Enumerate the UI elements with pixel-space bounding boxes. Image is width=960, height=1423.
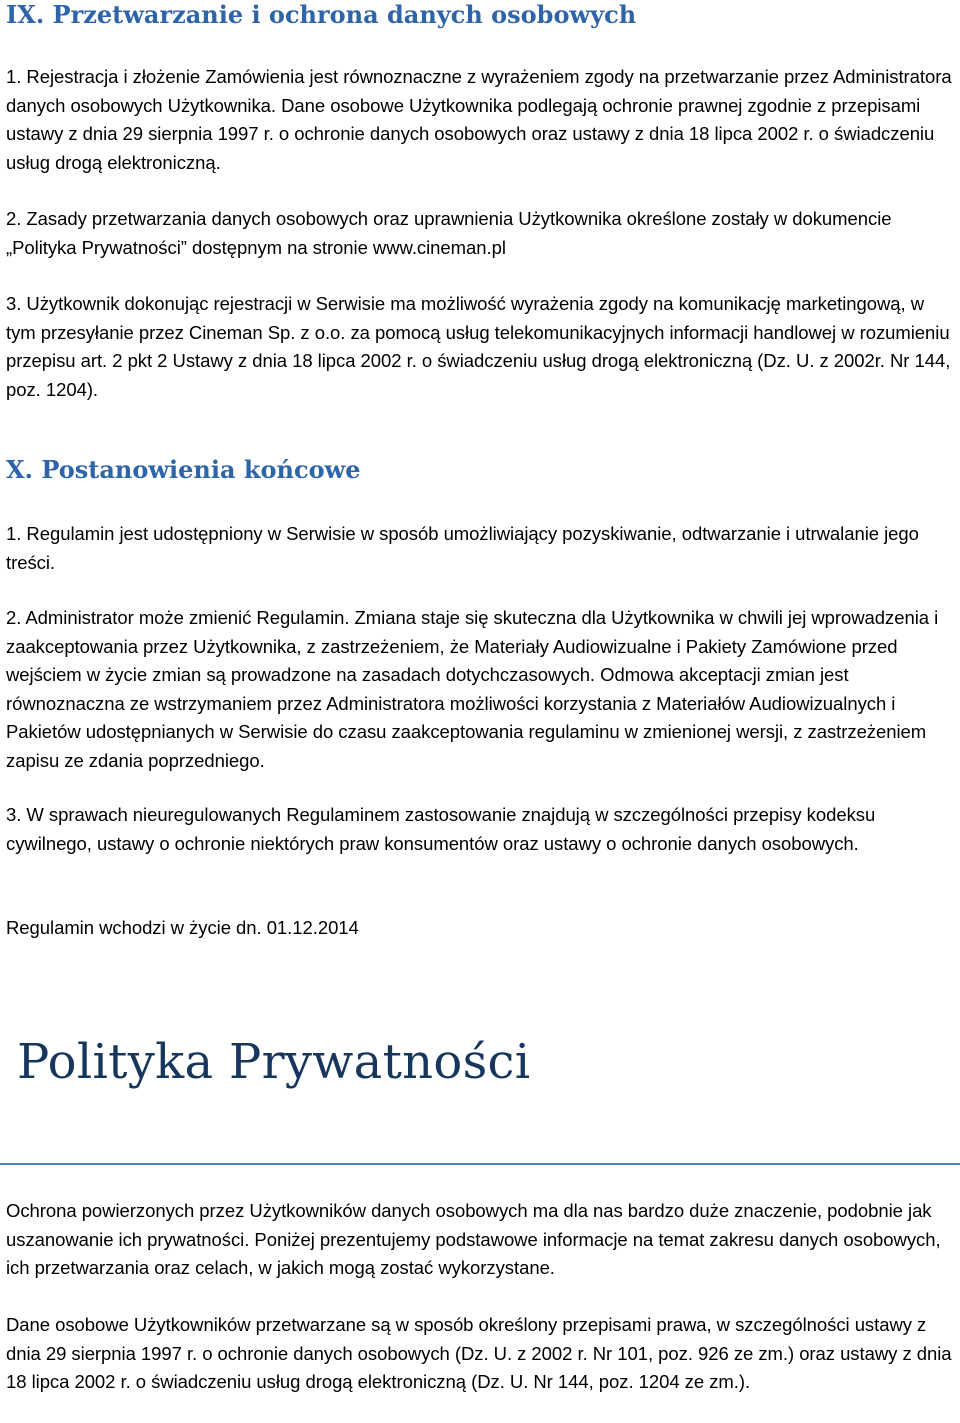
section-9-paragraph-3: 3. Użytkownik dokonując rejestracji w Serwisie ma możliwość wyrażenia zgody na komunikację marketingową, w tym przesyłanie przez Cineman Sp. z o.o. za pomocą usług telekomunikacyjnych informacji handlowej w rozumieniu przepisu art. 2 pkt 2 Ustawy z dnia 18 lipca 2002 r. o świadczeniu usług drogą elektroniczną (Dz. U. z 2002r. Nr 144, poz. 1204). [6,293,951,400]
effective-date: Regulamin wchodzi w życie dn. 01.12.2014 [6,917,359,938]
privacy-policy-title: Polityka Prywatności [17,1034,531,1090]
section-10-paragraph-1: 1. Regulamin jest udostępniony w Serwisie w sposób umożliwiający pozyskiwanie, odtwarzanie i utrwalanie jego treści. [6,523,919,573]
section-10-heading: X. Postanowienia końcowe [6,455,361,484]
privacy-paragraph-2: Dane osobowe Użytkowników przetwarzane są w sposób określony przepisami prawa, w szczególności ustawy z dnia 29 sierpnia 1997 r. o ochronie danych osobowych (Dz. U. z 2002 r. Nr 101, poz. 926 ze zm.) oraz ustawy z dnia 18 lipca 2002 r. o świadczeniu usług drogą elektroniczną (Dz. U. Nr 144, poz. 1204 ze zm.). [6,1314,952,1392]
privacy-paragraph-1: Ochrona powierzonych przez Użytkowników danych osobowych ma dla nas bardzo duże znaczenie, podobnie jak uszanowanie ich prywatności. Poniżej prezentujemy podstawowe informacje na temat zakresu danych osobowych, ich przetwarzania oraz celach, w jakich mogą zostać wykorzystane. [6,1200,941,1278]
section-10-paragraph-2: 2. Administrator może zmienić Regulamin. Zmiana staje się skuteczna dla Użytkownika w chwili jej wprowadzenia i zaakceptowania przez Użytkownika, z zastrzeżeniem, że Materiały Audiowizualne i Pakiety Zamówione przed wejściem w życie zmian są prowadzone na zasadach dotychczasowych. Odmowa akceptacji zmian jest równoznaczna ze wstrzymaniem przez Administratora możliwości korzystania z Materiałów Audiowizualnych i Pakietów udostępnianych w Serwisie do czasu zaakceptowania regulaminu w zmienionej wersji, z zastrzeżeniem zapisu ze zdania poprzedniego. [6,607,939,771]
section-9-paragraph-2: 2. Zasady przetwarzania danych osobowych oraz uprawnienia Użytkownika określone zostały w dokumencie „Polityka Prywatności” dostępnym na stronie www.cineman.pl [6,208,892,258]
section-10-paragraph-3: 3. W sprawach nieuregulowanych Regulaminem zastosowanie znajdują w szczególności przepisy kodeksu cywilnego, ustawy o ochronie niektórych praw konsumentów oraz ustawy o ochronie danych osobowych. [6,804,876,854]
title-underline [0,1163,960,1165]
section-9-paragraph-1: 1. Rejestracja i złożenie Zamówienia jest równoznaczne z wyrażeniem zgody na przetwarzanie przez Administratora danych osobowych Użytkownika. Dane osobowe Użytkownika podlegają ochronie prawnej zgodnie z przepisami ustawy z dnia 29 sierpnia 1997 r. o ochronie danych osobowych oraz ustawy z dnia 18 lipca 2002 r. o świadczeniu usług drogą elektroniczną. [6,66,952,173]
section-9-heading: IX. Przetwarzanie i ochrona danych osobowych [6,0,637,29]
